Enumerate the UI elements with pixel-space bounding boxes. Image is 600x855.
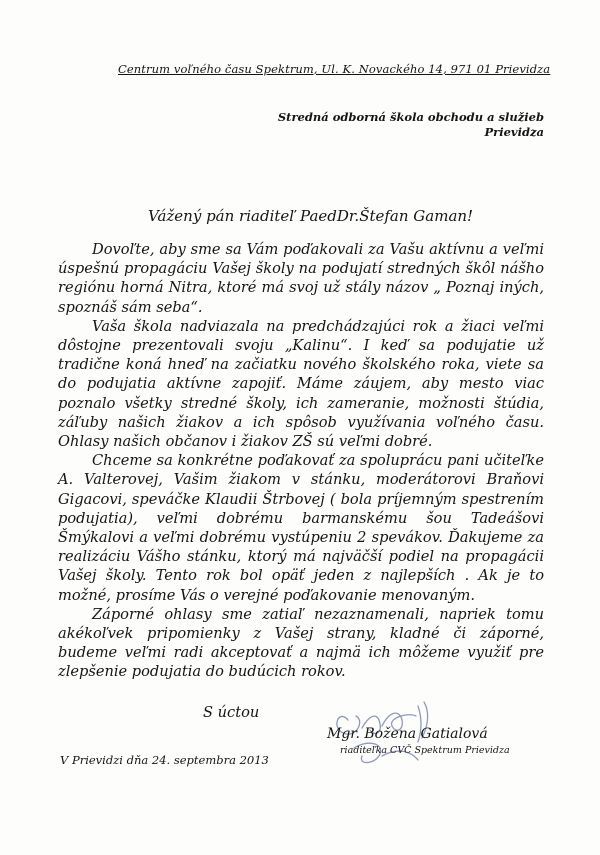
signer-role: riaditeľka CVČ Spektrum Prievidza [340,745,510,756]
recipient-school: Stredná odborná škola obchodu a služieb [277,110,544,124]
signer-name: Mgr. Božena Gatialová [327,726,488,742]
paragraph-presentation: Vaša škola nadviazala na predchádzajúci rok a žiaci veľmi dôstojne prezentovali svoju „Kalinu“. I keď sa podujatie už tradične koná hneď na začiatku nového školského roka, viete sa do podujatia aktívne zapojiť. Máme záujem, aby mesto viac poznalo všetky stredné školy, ich zameranie, možnosti štúdia, záľuby našich žiakov a ich spôsob využívania voľného času. Ohlasy našich občanov i žiakov ZŠ sú veľmi dobré. [58,317,544,451]
recipient-block [278,110,544,140]
recipient-city: Prievidza [484,125,544,139]
paragraph-acknowledgements: Chceme sa konkrétne poďakovať za spoluprácu pani učiteľke A. Valterovej, Vašim žiakom v stánku, moderátorovi Braňovi Gigacovi, speváčke Klaudii Štrbovej ( bola príjemným spestrením podujatia), veľmi dobrému barmanskému šou Tadeášovi Šmýkalovi a veľmi dobrému vystúpeniu 2 spevákov. Ďakujeme za realizáciu Vášho stánku, ktorý má najväčší podiel na propagácii Vašej školy. Tento rok bol opäť jeden z najlepších . Ak je to možné, prosíme Vás o verejné poďakovanie menovaným. [58,452,544,604]
paragraph-feedback: Záporné ohlasy sme zatiaľ nezaznamenali, napriek tomu akékoľvek pripomienky z Vašej strany, kladné či záporné, budeme veľmi radi akceptovať a najmä ich môžeme využiť pre zlepšenie podujatia do budúcich rokov. [58,605,544,681]
letter-body [58,240,544,682]
paragraph-thanks: Dovoľte, aby sme sa Vám poďakovali za Vašu aktívnu a veľmi úspešnú propagáciu Vašej školy na podujatí stredných škôl nášho regiónu horná Nitra, ktoré má svoj už stály názov „ Poznaj iných, spoznáš sám seba“. [58,241,544,316]
sender-address: Centrum voľného času Spektrum, Ul. K. Novackého 14, 971 01 Prievidza [118,62,551,76]
closing: S úctou [203,704,260,721]
date-line: V Prievidzi dňa 24. septembra 2013 [60,753,269,767]
salutation: Vážený pán riaditeľ PaedDr.Štefan Gaman! [148,207,474,225]
